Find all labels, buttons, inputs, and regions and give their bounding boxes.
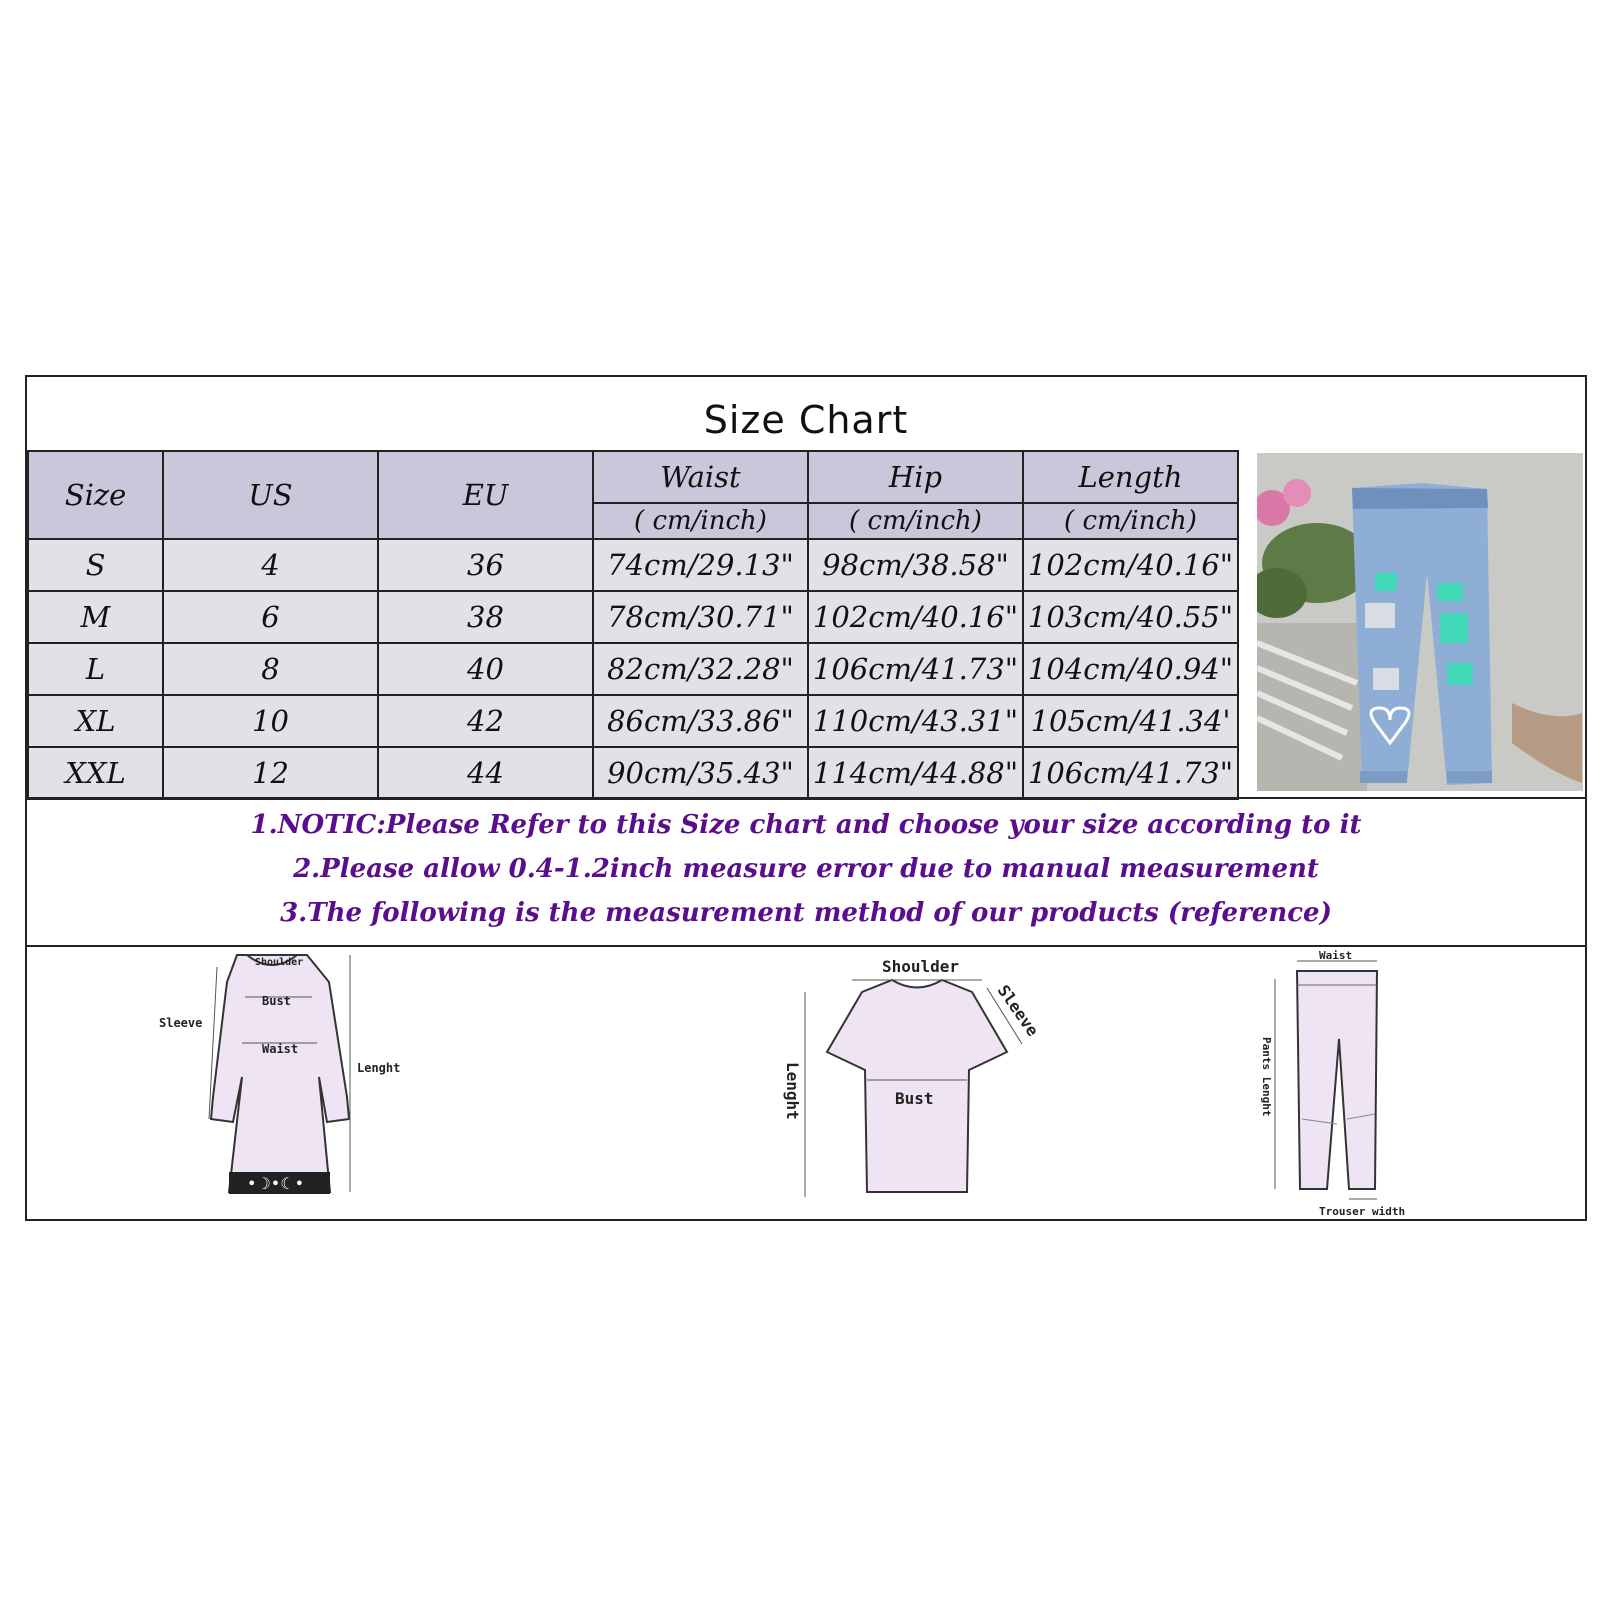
cell-us: 10: [163, 695, 378, 747]
cell-size: L: [28, 643, 163, 695]
header-length: Length: [1023, 451, 1238, 503]
table-row: [28, 747, 1238, 799]
table-row: [28, 643, 1238, 695]
cell-hip: 114cm/44.88": [808, 747, 1023, 799]
header-unit: ( cm/inch): [808, 503, 1023, 539]
header-size: Size: [28, 451, 163, 539]
cell-eu: 40: [378, 643, 593, 695]
cell-eu: 38: [378, 591, 593, 643]
dress-length-label: Lenght: [357, 1061, 401, 1075]
cell-hip: 106cm/41.73": [808, 643, 1023, 695]
pants-measurement-figure: [1257, 949, 1457, 1219]
cell-us: 4: [163, 539, 378, 591]
dress-bust-label: Bust: [262, 994, 291, 1008]
cell-hip: 110cm/43.31": [808, 695, 1023, 747]
note-line: 2.Please allow 0.4-1.2inch measure error due to manual measurement: [293, 854, 1319, 884]
pants-trouser-width-label: Trouser width: [1319, 1205, 1406, 1218]
cell-hip: 102cm/40.16": [808, 591, 1023, 643]
cell-waist: 86cm/33.86": [593, 695, 808, 747]
chart-title: Size Chart: [703, 398, 909, 442]
header-waist: Waist: [593, 451, 808, 503]
jeans-product-photo: [1257, 453, 1583, 791]
cell-size: S: [28, 539, 163, 591]
note-line: 1.NOTIC:Please Refer to this Size chart and choose your size according to it: [250, 810, 1362, 840]
cell-length: 102cm/40.16": [1023, 539, 1238, 591]
dress-waist-label: Waist: [262, 1042, 299, 1056]
cell-size: M: [28, 591, 163, 643]
cell-waist: 78cm/30.71": [593, 591, 808, 643]
header-unit: ( cm/inch): [593, 503, 808, 539]
pants-length-label: Pants Lenght: [1260, 1037, 1273, 1117]
cell-waist: 90cm/35.43": [593, 747, 808, 799]
header-eu: EU: [378, 451, 593, 539]
cell-us: 8: [163, 643, 378, 695]
cell-length: 106cm/41.73": [1023, 747, 1238, 799]
cell-waist: 74cm/29.13": [593, 539, 808, 591]
cell-length: 105cm/41.34': [1023, 695, 1238, 747]
size-table: [27, 450, 1239, 800]
note-line: 3.The following is the measurement method of our products (reference): [280, 898, 1332, 928]
pants-waist-label: Waist: [1319, 949, 1353, 962]
dress-shoulder-label: Shoulder: [255, 957, 304, 968]
tshirt-sleeve-label: Sleeve: [993, 981, 1043, 1040]
tshirt-length-label: Lenght: [783, 1062, 802, 1120]
dress-sleeve-label: Sleeve: [159, 1016, 203, 1030]
cell-size: XL: [28, 695, 163, 747]
header-us: US: [163, 451, 378, 539]
header-unit: ( cm/inch): [1023, 503, 1238, 539]
dress-measurement-figure: [147, 947, 447, 1219]
table-row: [28, 591, 1238, 643]
cell-hip: 98cm/38.58": [808, 539, 1023, 591]
tshirt-measurement-figure: [757, 952, 1077, 1217]
notes-section: [27, 797, 1585, 947]
cell-eu: 44: [378, 747, 593, 799]
cell-us: 12: [163, 747, 378, 799]
tshirt-shoulder-label: Shoulder: [882, 957, 960, 976]
cell-size: XXL: [28, 747, 163, 799]
table-row: [28, 695, 1238, 747]
header-hip: Hip: [808, 451, 1023, 503]
cell-length: 104cm/40.94": [1023, 643, 1238, 695]
table-row: [28, 539, 1238, 591]
tshirt-bust-label: Bust: [895, 1089, 934, 1108]
cell-us: 6: [163, 591, 378, 643]
cell-length: 103cm/40.55": [1023, 591, 1238, 643]
size-chart-sheet: [25, 375, 1587, 1221]
cell-waist: 82cm/32.28": [593, 643, 808, 695]
cell-eu: 42: [378, 695, 593, 747]
cell-eu: 36: [378, 539, 593, 591]
svg-text:•☽•☾•: •☽•☾•: [247, 1174, 304, 1193]
